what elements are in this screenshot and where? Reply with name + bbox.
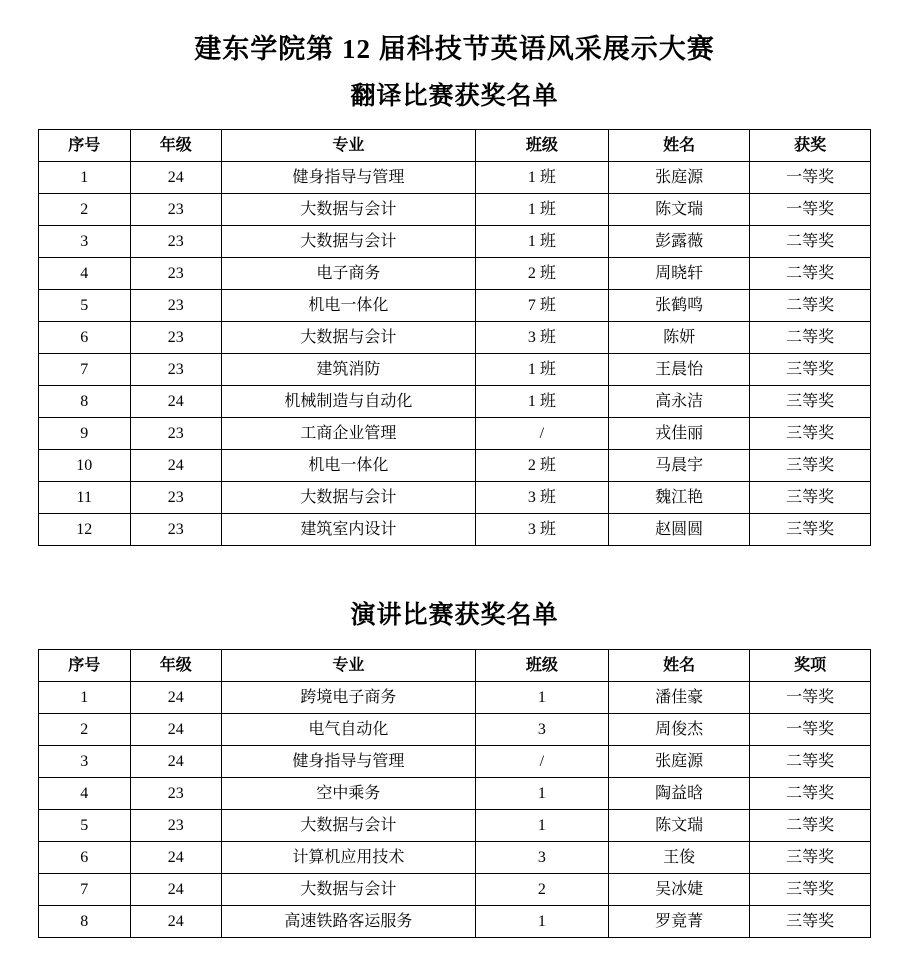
- cell-name: 王晨怡: [608, 354, 749, 386]
- cell-major: 跨境电子商务: [222, 681, 476, 713]
- cell-major: 大数据与会计: [222, 482, 476, 514]
- cell-major: 大数据与会计: [222, 873, 476, 905]
- cell-class: 3 班: [475, 322, 608, 354]
- cell-no: 8: [39, 386, 131, 418]
- cell-class: 1: [475, 905, 608, 937]
- cell-name: 彭露薇: [608, 226, 749, 258]
- cell-grade: 24: [130, 681, 222, 713]
- cell-no: 12: [39, 514, 131, 546]
- table-row: [39, 713, 871, 745]
- cell-grade: 24: [130, 386, 222, 418]
- cell-no: 4: [39, 777, 131, 809]
- cell-class: 3 班: [475, 514, 608, 546]
- cell-no: 6: [39, 322, 131, 354]
- cell-major: 机电一体化: [222, 290, 476, 322]
- column-header-class: 班级: [475, 649, 608, 681]
- cell-name: 吴冰婕: [608, 873, 749, 905]
- cell-grade: 24: [130, 841, 222, 873]
- cell-grade: 23: [130, 258, 222, 290]
- cell-name: 周俊杰: [608, 713, 749, 745]
- cell-name: 赵圆圆: [608, 514, 749, 546]
- cell-grade: 24: [130, 450, 222, 482]
- cell-major: 机械制造与自动化: [222, 386, 476, 418]
- cell-class: 1 班: [475, 354, 608, 386]
- cell-name: 张鹤鸣: [608, 290, 749, 322]
- cell-no: 2: [39, 194, 131, 226]
- cell-name: 张庭源: [608, 745, 749, 777]
- cell-award: 三等奖: [750, 482, 871, 514]
- table-row: [39, 905, 871, 937]
- cell-grade: 23: [130, 290, 222, 322]
- cell-grade: 24: [130, 713, 222, 745]
- cell-major: 高速铁路客运服务: [222, 905, 476, 937]
- cell-name: 马晨宇: [608, 450, 749, 482]
- column-header-no: 序号: [39, 130, 131, 162]
- translation-award-table: [38, 129, 871, 546]
- table-row: [39, 226, 871, 258]
- cell-class: 1 班: [475, 226, 608, 258]
- table-row: [39, 290, 871, 322]
- cell-award: 一等奖: [750, 162, 871, 194]
- cell-no: 9: [39, 418, 131, 450]
- page-title: 建东学院第 12 届科技节英语风采展示大赛: [194, 34, 715, 64]
- cell-major: 大数据与会计: [222, 194, 476, 226]
- cell-no: 2: [39, 713, 131, 745]
- cell-no: 8: [39, 905, 131, 937]
- cell-major: 空中乘务: [222, 777, 476, 809]
- cell-prize: 二等奖: [750, 809, 871, 841]
- cell-major: 建筑消防: [222, 354, 476, 386]
- cell-major: 建筑室内设计: [222, 514, 476, 546]
- cell-grade: 23: [130, 418, 222, 450]
- cell-prize: 一等奖: [750, 713, 871, 745]
- cell-award: 三等奖: [750, 386, 871, 418]
- table-row: [39, 482, 871, 514]
- cell-name: 高永洁: [608, 386, 749, 418]
- table-header-row: [39, 130, 871, 162]
- cell-prize: 三等奖: [750, 841, 871, 873]
- column-header-grade: 年级: [130, 130, 222, 162]
- column-header-major: 专业: [222, 130, 476, 162]
- cell-class: 1 班: [475, 386, 608, 418]
- cell-award: 三等奖: [750, 514, 871, 546]
- column-header-prize: 奖项: [750, 649, 871, 681]
- cell-grade: 23: [130, 354, 222, 386]
- table-row: [39, 514, 871, 546]
- cell-no: 3: [39, 745, 131, 777]
- cell-major: 电子商务: [222, 258, 476, 290]
- page-bottom-spacer: [38, 938, 871, 944]
- cell-award: 二等奖: [750, 226, 871, 258]
- cell-no: 10: [39, 450, 131, 482]
- column-header-major: 专业: [222, 649, 476, 681]
- cell-name: 张庭源: [608, 162, 749, 194]
- cell-grade: 24: [130, 873, 222, 905]
- cell-name: 戎佳丽: [608, 418, 749, 450]
- cell-grade: 23: [130, 194, 222, 226]
- cell-grade: 23: [130, 322, 222, 354]
- column-header-class: 班级: [475, 130, 608, 162]
- cell-major: 健身指导与管理: [222, 162, 476, 194]
- cell-grade: 24: [130, 745, 222, 777]
- table-row: [39, 450, 871, 482]
- cell-class: /: [475, 418, 608, 450]
- cell-name: 潘佳豪: [608, 681, 749, 713]
- column-header-name: 姓名: [608, 649, 749, 681]
- cell-no: 5: [39, 290, 131, 322]
- cell-class: 7 班: [475, 290, 608, 322]
- cell-grade: 24: [130, 162, 222, 194]
- table-row: [39, 162, 871, 194]
- cell-class: 2: [475, 873, 608, 905]
- cell-class: 1: [475, 777, 608, 809]
- cell-grade: 23: [130, 514, 222, 546]
- cell-prize: 三等奖: [750, 905, 871, 937]
- cell-name: 陈文瑞: [608, 194, 749, 226]
- section-title-translation: 翻译比赛获奖名单: [350, 83, 559, 111]
- cell-award: 三等奖: [750, 450, 871, 482]
- cell-no: 7: [39, 873, 131, 905]
- table-row: [39, 777, 871, 809]
- cell-major: 计算机应用技术: [222, 841, 476, 873]
- cell-class: 3: [475, 713, 608, 745]
- cell-class: 3: [475, 841, 608, 873]
- table-row: [39, 873, 871, 905]
- table-row: [39, 354, 871, 386]
- cell-no: 4: [39, 258, 131, 290]
- cell-class: 1: [475, 681, 608, 713]
- table-row: [39, 386, 871, 418]
- cell-name: 陈妍: [608, 322, 749, 354]
- table-row: [39, 841, 871, 873]
- cell-class: 1 班: [475, 162, 608, 194]
- cell-major: 电气自动化: [222, 713, 476, 745]
- cell-name: 罗竟菁: [608, 905, 749, 937]
- table-row: [39, 258, 871, 290]
- cell-grade: 23: [130, 809, 222, 841]
- cell-prize: 二等奖: [750, 745, 871, 777]
- cell-no: 1: [39, 681, 131, 713]
- cell-class: 2 班: [475, 450, 608, 482]
- cell-award: 二等奖: [750, 290, 871, 322]
- cell-award: 二等奖: [750, 258, 871, 290]
- speech-award-table: [38, 649, 871, 938]
- cell-grade: 24: [130, 905, 222, 937]
- cell-no: 5: [39, 809, 131, 841]
- cell-major: 大数据与会计: [222, 226, 476, 258]
- cell-name: 周晓轩: [608, 258, 749, 290]
- cell-no: 11: [39, 482, 131, 514]
- cell-grade: 23: [130, 482, 222, 514]
- cell-class: 2 班: [475, 258, 608, 290]
- cell-award: 二等奖: [750, 322, 871, 354]
- cell-prize: 二等奖: [750, 777, 871, 809]
- table-row: [39, 322, 871, 354]
- cell-prize: 一等奖: [750, 681, 871, 713]
- table-row: [39, 418, 871, 450]
- cell-class: /: [475, 745, 608, 777]
- cell-no: 7: [39, 354, 131, 386]
- column-header-grade: 年级: [130, 649, 222, 681]
- section-title-speech: 演讲比赛获奖名单: [350, 602, 559, 630]
- cell-no: 3: [39, 226, 131, 258]
- cell-name: 王俊: [608, 841, 749, 873]
- cell-grade: 23: [130, 226, 222, 258]
- table-row: [39, 809, 871, 841]
- column-header-no: 序号: [39, 649, 131, 681]
- cell-major: 大数据与会计: [222, 322, 476, 354]
- cell-name: 魏江艳: [608, 482, 749, 514]
- cell-name: 陈文瑞: [608, 809, 749, 841]
- cell-major: 大数据与会计: [222, 809, 476, 841]
- cell-major: 机电一体化: [222, 450, 476, 482]
- cell-award: 三等奖: [750, 418, 871, 450]
- table-row: [39, 745, 871, 777]
- cell-award: 三等奖: [750, 354, 871, 386]
- cell-grade: 23: [130, 777, 222, 809]
- cell-class: 3 班: [475, 482, 608, 514]
- cell-name: 陶益晗: [608, 777, 749, 809]
- cell-major: 工商企业管理: [222, 418, 476, 450]
- cell-award: 一等奖: [750, 194, 871, 226]
- table-header-row: [39, 649, 871, 681]
- column-header-award: 获奖: [750, 130, 871, 162]
- cell-no: 1: [39, 162, 131, 194]
- cell-class: 1 班: [475, 194, 608, 226]
- table-row: [39, 681, 871, 713]
- cell-major: 健身指导与管理: [222, 745, 476, 777]
- table-row: [39, 194, 871, 226]
- cell-no: 6: [39, 841, 131, 873]
- column-header-name: 姓名: [608, 130, 749, 162]
- cell-prize: 三等奖: [750, 873, 871, 905]
- cell-class: 1: [475, 809, 608, 841]
